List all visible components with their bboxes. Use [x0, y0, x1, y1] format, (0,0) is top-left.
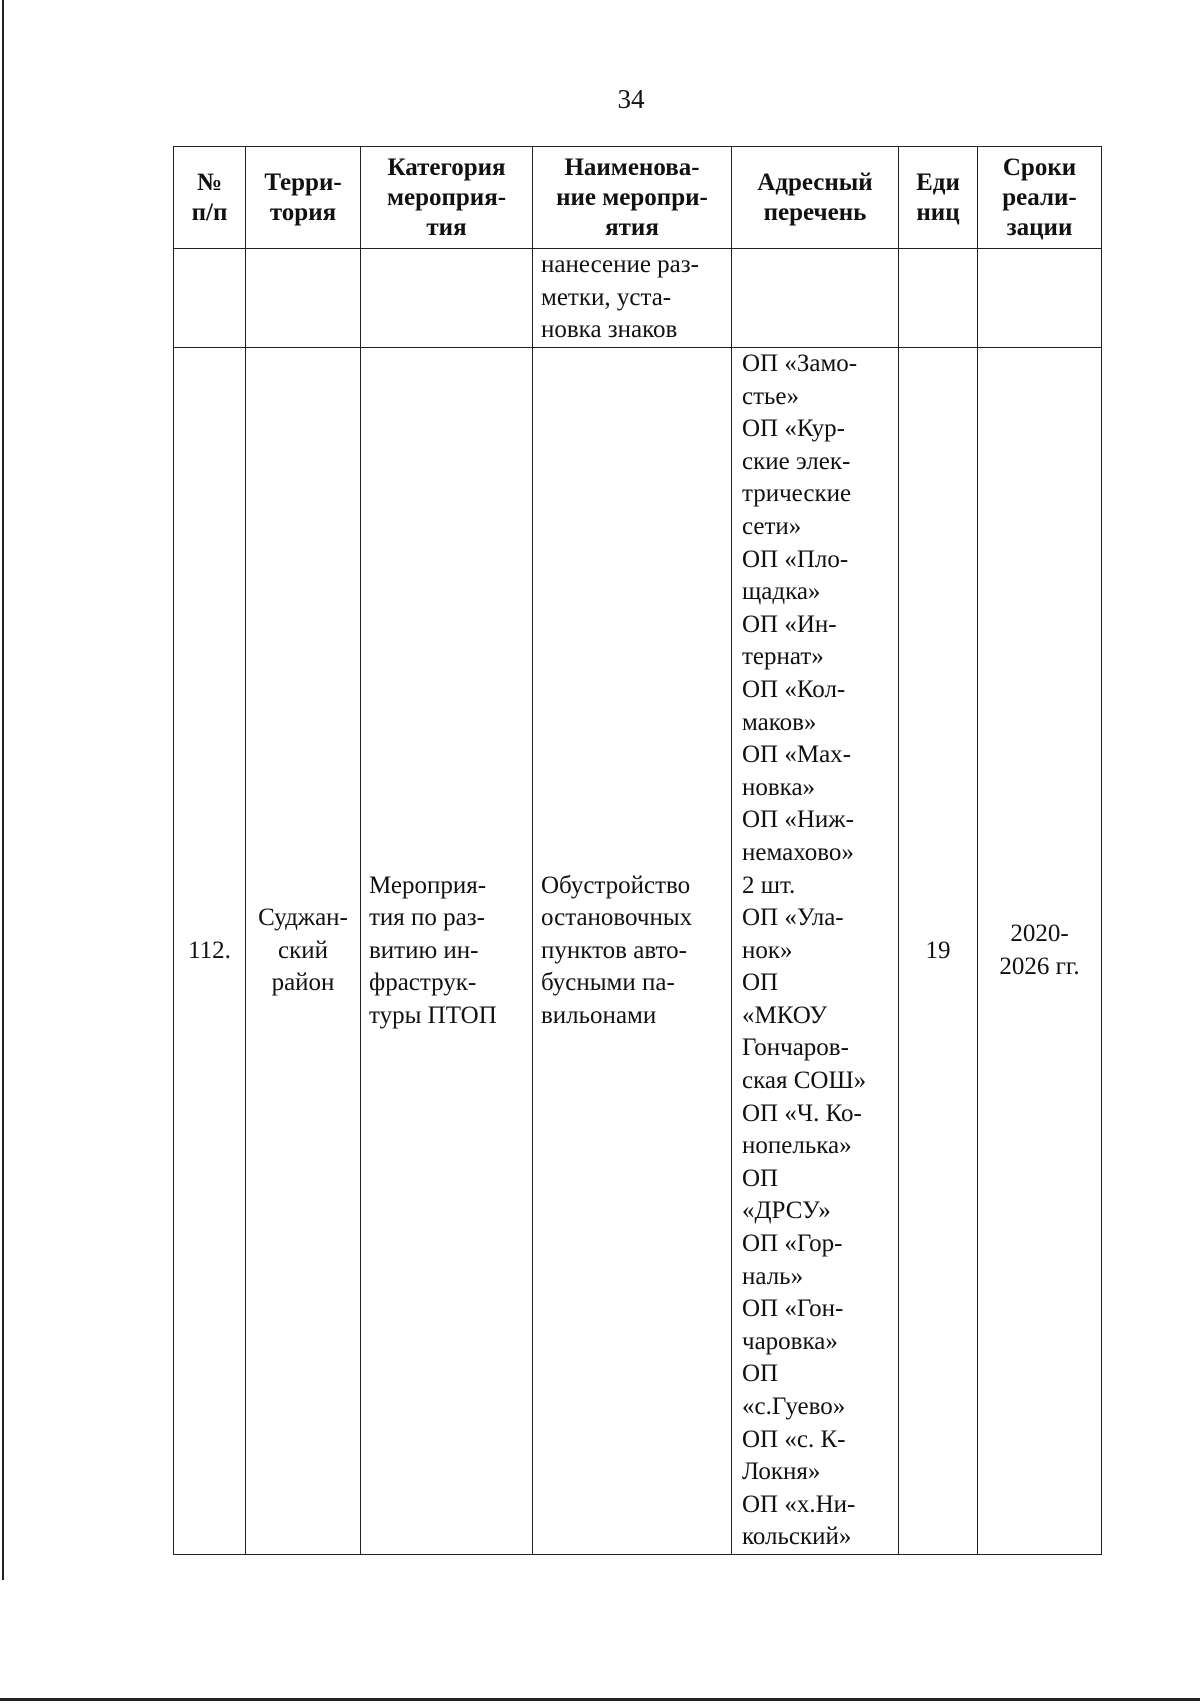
header-num: № п/п [174, 147, 246, 249]
cont-cell-address [732, 249, 899, 348]
cell-category: Мероприя- тия по раз- витию ин- фраструк- туры ПТОП [361, 348, 533, 1555]
header-address: Адресный перечень [732, 147, 899, 249]
scan-left-edge [2, 0, 4, 1580]
cell-num: 112. [174, 348, 246, 1555]
cont-cell-period [978, 249, 1102, 348]
cont-cell-name: нанесение раз- метки, уста- новка знаков [533, 249, 732, 348]
cont-cell-num [174, 249, 246, 348]
scan-bottom-edge [0, 1698, 1200, 1701]
header-units: Еди ниц [899, 147, 978, 249]
header-territory: Терри- тория [246, 147, 361, 249]
cell-name: Обустройство остановочных пунктов авто- бусными па- вильонами [533, 348, 732, 1555]
table-header-row [174, 147, 1102, 249]
table-row-continuation [174, 249, 1102, 348]
cont-cell-territory [246, 249, 361, 348]
cell-units: 19 [899, 348, 978, 1555]
header-name: Наименова- ние меропри- ятия [533, 147, 732, 249]
cont-cell-category [361, 249, 533, 348]
page-number: 34 [617, 84, 645, 114]
header-period: Сроки реали- зации [978, 147, 1102, 249]
table-row-112 [174, 348, 1102, 1555]
cell-period: 2020- 2026 гг. [978, 348, 1102, 1555]
cell-address-list: ОП «Замо- стье» ОП «Кур- ские элек- трические сети» ОП «Пло- щадка» ОП «Ин- тернат» ОП «Кол- маков» ОП «Мах- новка» ОП «Ниж- немахово» 2 шт. ОП «Ула- нок» ОП «МКОУ Гончаров- ская СОШ» ОП «Ч. Ко- нопелька» ОП «ДРСУ» ОП «Гор- наль» ОП «Гон- чаровка» ОП «с.Гуево» ОП «с. К- Локня» ОП «х.Ни- кольский» [732, 348, 899, 1555]
measures-table [173, 146, 1102, 1555]
cell-territory: Суджан- ский район [246, 348, 361, 1555]
cont-cell-units [899, 249, 978, 348]
header-category: Категория мероприя- тия [361, 147, 533, 249]
